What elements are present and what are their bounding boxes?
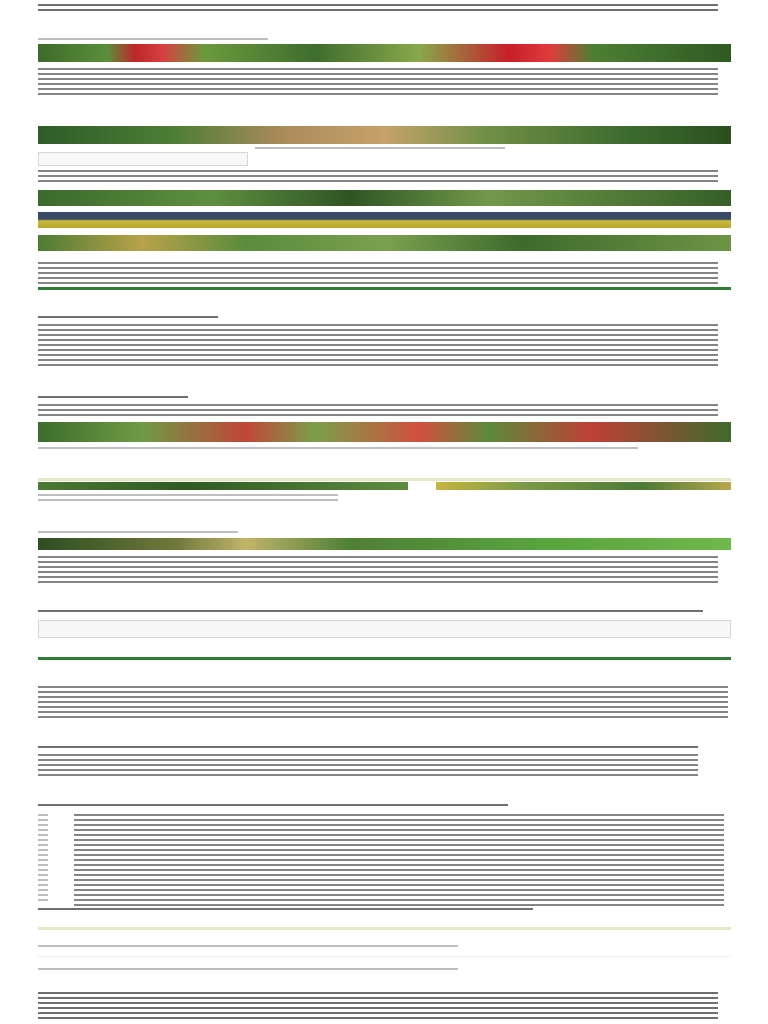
side-photo-captions — [38, 494, 338, 502]
lawn-photo — [38, 538, 731, 550]
list-items — [74, 814, 724, 906]
section-divider-green-2 — [38, 657, 731, 660]
footer-divider — [38, 927, 731, 930]
section-9-heading-text — [38, 802, 508, 810]
photo-strip-2 — [38, 212, 731, 228]
photo-strip-1 — [38, 190, 731, 206]
section-5-body-text — [38, 404, 718, 418]
section-6-body-text — [38, 556, 718, 584]
header-text — [38, 4, 718, 14]
garden-photo-caption-text — [255, 145, 505, 151]
code-block-text — [58, 624, 718, 634]
section-6-caption-text — [38, 529, 238, 535]
section-8-body-2 — [38, 754, 698, 778]
section-3-body-text — [38, 262, 718, 284]
section-5-heading-text — [38, 394, 188, 402]
side-photo-right — [436, 482, 731, 490]
section-7-heading-text — [38, 608, 703, 616]
garden-photo — [38, 126, 731, 144]
pale-divider — [38, 478, 731, 481]
section-1-body-text — [38, 68, 718, 96]
section-8-heading-text — [38, 744, 698, 752]
section-4-heading-text — [38, 314, 218, 322]
section-4-body-text — [38, 324, 718, 366]
code-snippet-text — [58, 154, 243, 164]
flowerbed-photo — [38, 422, 731, 442]
closing-paragraph — [38, 992, 718, 1022]
footer-line-2-text — [38, 966, 458, 972]
photo-strip-3 — [38, 235, 731, 251]
footer-separator — [38, 956, 731, 957]
section-divider-green — [38, 287, 731, 290]
footer-line-1-text — [38, 943, 458, 949]
photo-caption-text — [38, 36, 268, 42]
list-footer-line — [38, 908, 533, 911]
flowerbed-photo-caption — [38, 447, 638, 450]
tulip-photo — [38, 44, 731, 62]
section-8-body-text — [38, 686, 728, 718]
section-2-body-text — [38, 170, 718, 184]
list-markers — [38, 814, 48, 904]
side-photo-left — [38, 482, 408, 490]
